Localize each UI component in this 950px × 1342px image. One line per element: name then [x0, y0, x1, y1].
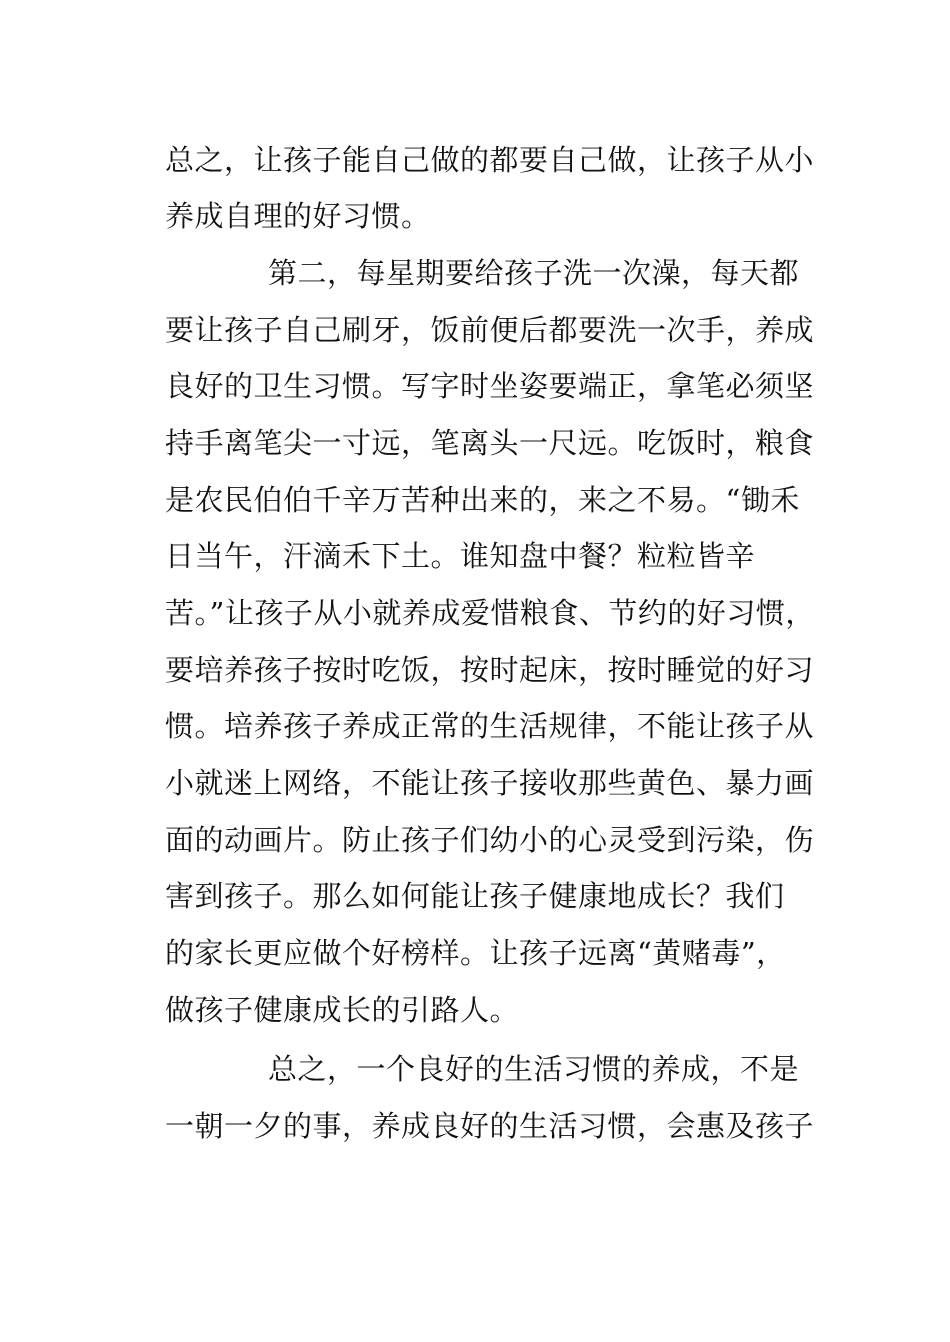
text-line-6: 持手离笔尖一寸远，笔离头一尺远。吃饭时，粮食: [165, 426, 815, 460]
text-line-15: 的家长更应做个好榜样。让孩子远离“黄赌毒”，: [165, 936, 786, 970]
text-line-13: 面的动画片。防止孩子们幼小的心灵受到污染，伤: [165, 823, 815, 857]
text-line-17: 总之，一个良好的生活习惯的养成，不是: [268, 1052, 800, 1086]
text-line-14: 害到孩子。那么如何能让孩子健康地成长？我们: [165, 879, 785, 913]
text-line-5: 良好的卫生习惯。写字时坐姿要端正，拿笔必须坚: [165, 369, 815, 403]
text-line-9: 苦。”让孩子从小就养成爱惜粮食、节约的好习惯，: [165, 596, 815, 630]
text-line-12: 小就迷上网络，不能让孩子接收那些黄色、暴力画: [165, 766, 815, 800]
text-line-3: 第二，每星期要给孩子洗一次澡，每天都: [268, 256, 800, 290]
text-line-18: 一朝一夕的事，养成良好的生活习惯，会惠及孩子: [165, 1109, 815, 1143]
text-line-2: 养成自理的好习惯。: [165, 199, 431, 233]
text-line-8: 日当午，汗滴禾下土。谁知盘中餐？粒粒皆辛: [165, 539, 756, 573]
text-line-11: 惯。培养孩子养成正常的生活规律，不能让孩子从: [165, 709, 815, 743]
text-line-10: 要培养孩子按时吃饭，按时起床，按时睡觉的好习: [165, 653, 815, 687]
text-line-7: 是农民伯伯千辛万苦种出来的，来之不易。“锄禾: [165, 483, 800, 517]
text-line-16: 做孩子健康成长的引路人。: [165, 993, 520, 1027]
text-line-1: 总之，让孩子能自己做的都要自己做，让孩子从小: [165, 143, 815, 177]
text-line-4: 要让孩子自己刷牙，饭前便后都要洗一次手，养成: [165, 313, 815, 347]
